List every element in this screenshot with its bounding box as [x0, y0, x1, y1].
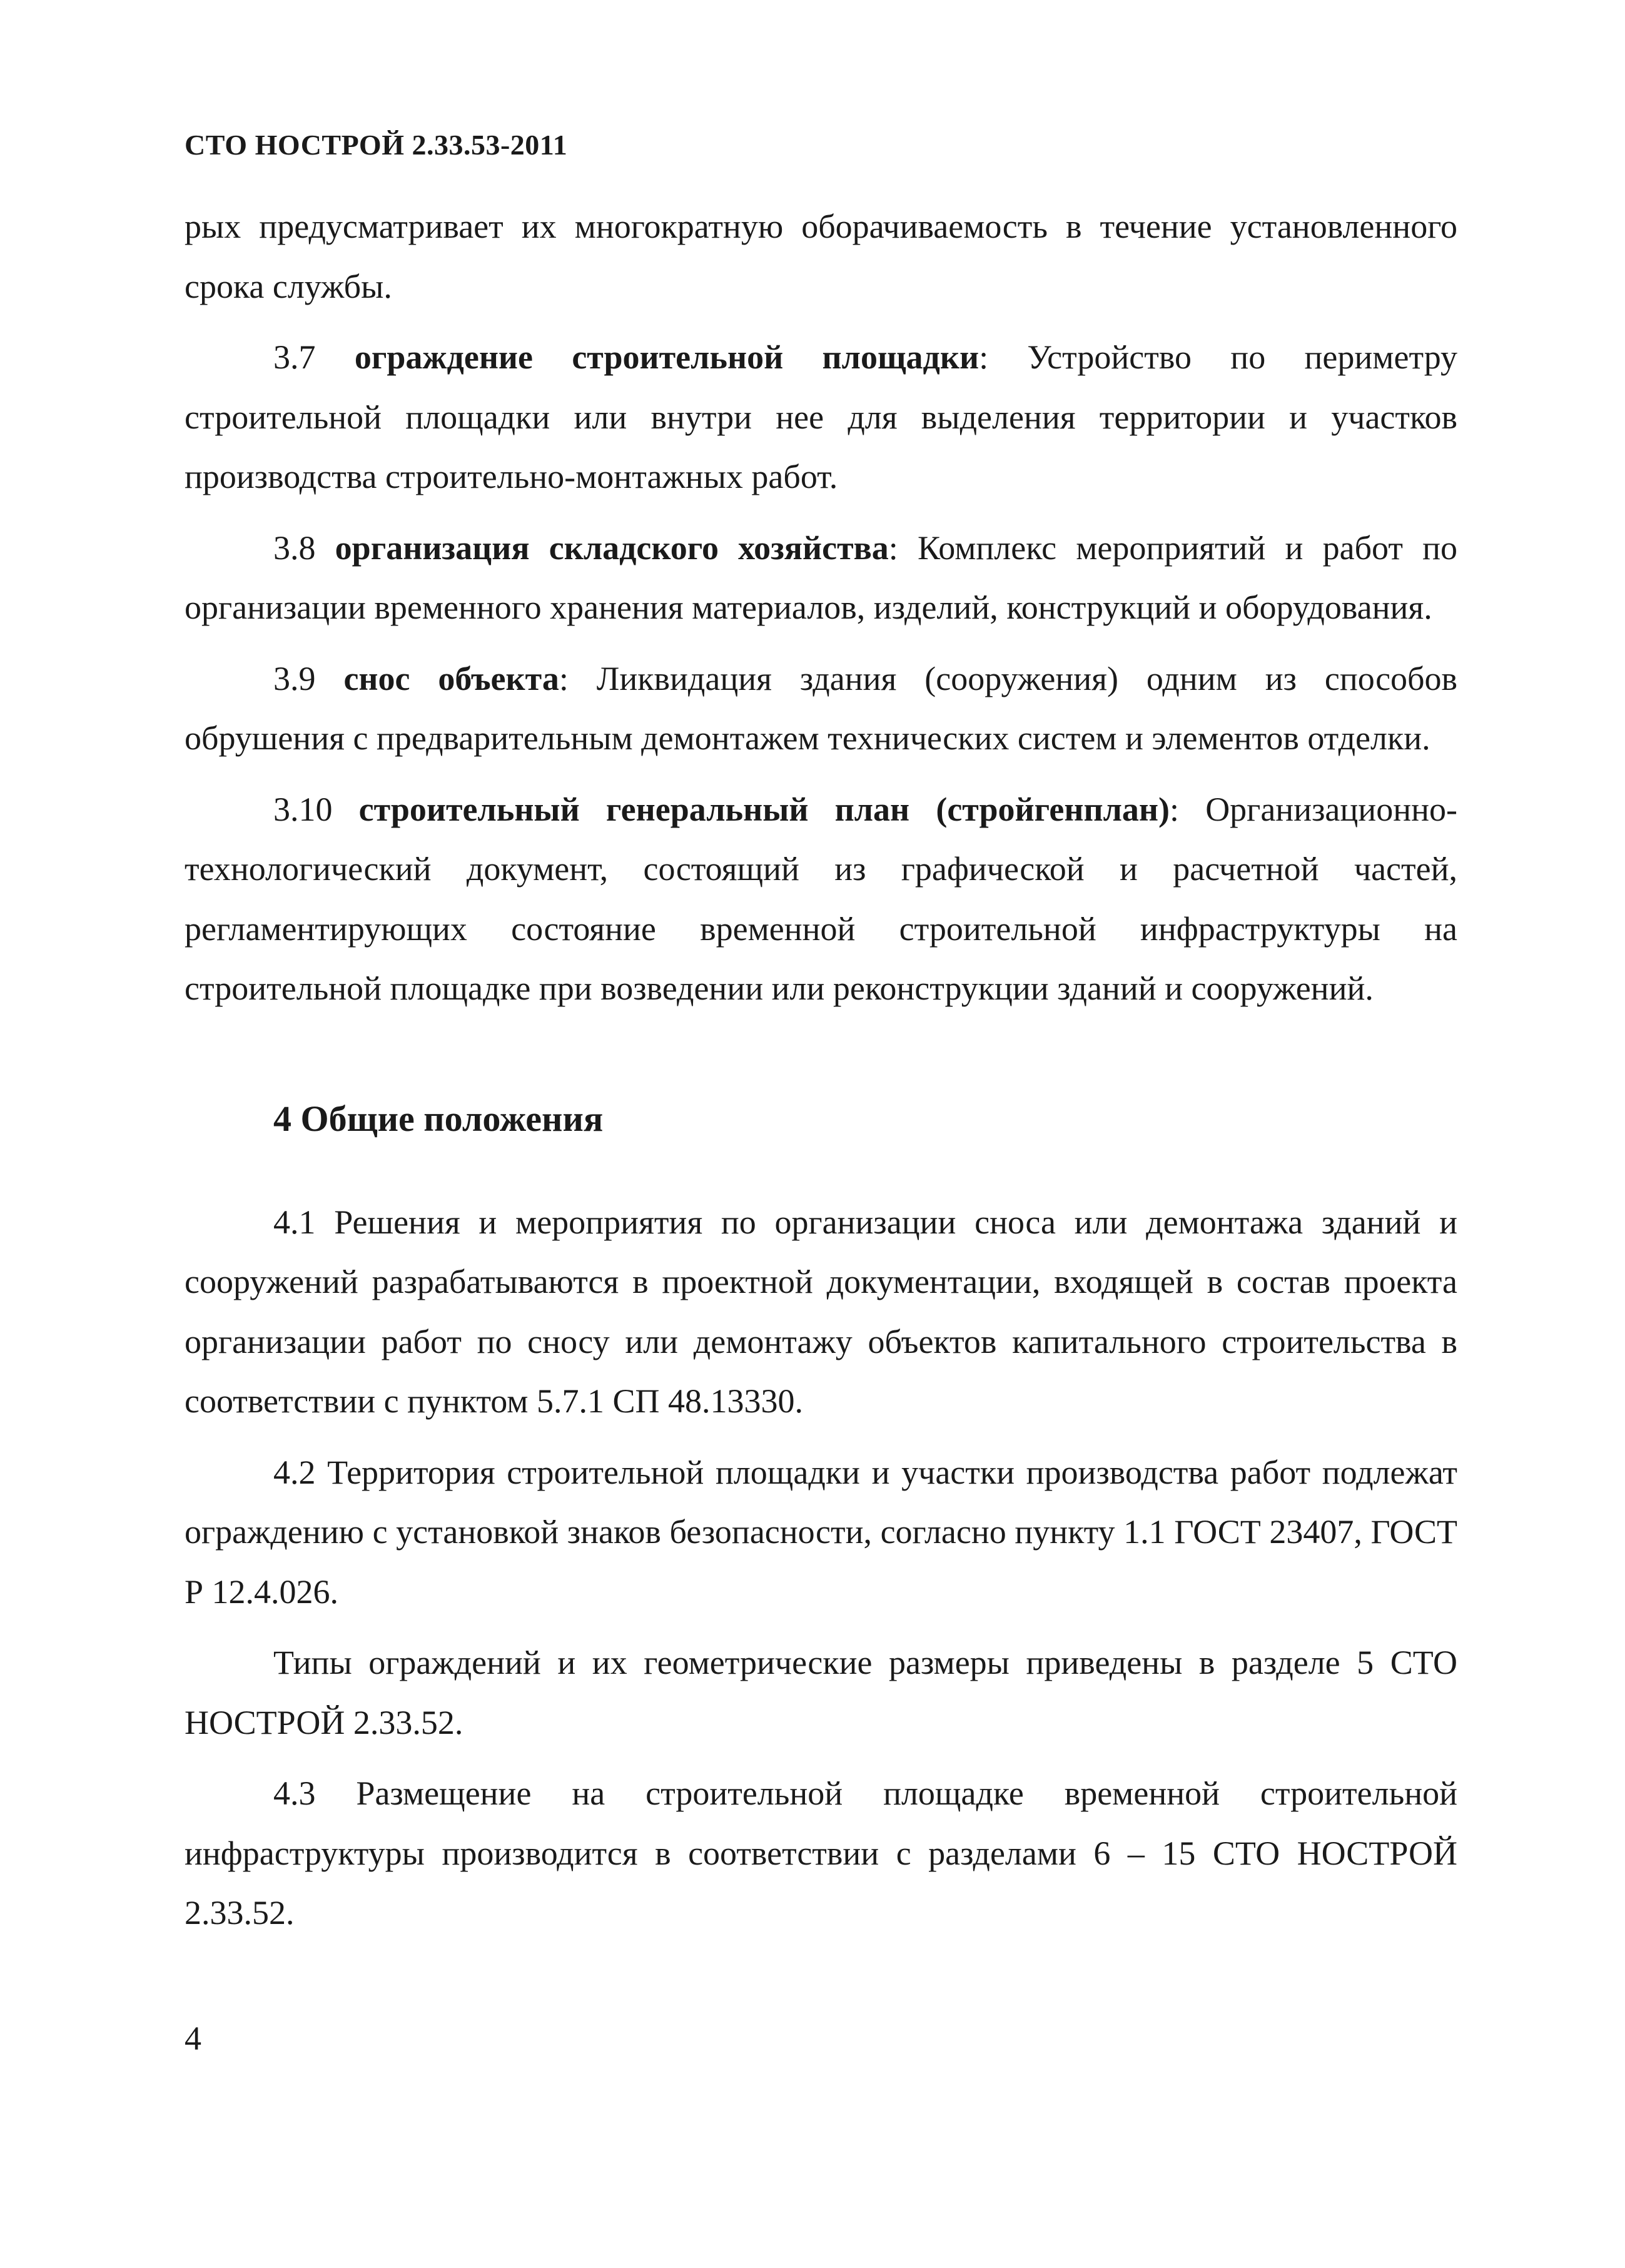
- clause-number: 3.8: [273, 529, 335, 567]
- document-code-header: СТО НОСТРОЙ 2.33.53-2011: [185, 129, 568, 161]
- clause-number: 3.10: [273, 790, 359, 828]
- term: ограждение строительной площадки: [354, 338, 980, 376]
- clause-4-2: 4.2 Территория строительной площадки и участки производства работ подлежат ограждению с установкой знаков безопасности, согласно пункту 1.1 ГОСТ 23407, ГОСТ Р 12.4.026.: [185, 1453, 1457, 1611]
- section-heading: 4 Общие положения: [273, 1098, 604, 1139]
- paragraph-text: рых предусматривает их многократную оборачиваемость в течение установленного срока службы.: [185, 208, 1457, 305]
- clause-4-1: 4.1 Решения и мероприятия по организации сноса или демонтажа зданий и сооружений разрабатываются в проектной документации, входящей в состав проекта организации работ по сносу или демонтажу объектов капитального строительства в соответствии с пунктом 5.7.1 СП 48.13330.: [185, 1203, 1457, 1420]
- definition-text: Организационно-технологический документ, состоящий из графической и расчетной частей, регламентирующих состояние временной строительной инфраструктуры на строительной площадке при возведении или реконструкции зданий и сооружений.: [185, 790, 1457, 1007]
- definition-3-7: [185, 328, 1457, 507]
- definition-3-9: [185, 649, 1457, 769]
- definition-text: Комплекс мероприятий и работ по организации временного хранения материалов, изделий, конструкций и оборудования.: [185, 529, 1457, 626]
- clause-4-2-continuation: Типы ограждений и их геометрические размеры приведены в разделе 5 СТО НОСТРОЙ 2.33.52.: [185, 1644, 1457, 1741]
- page-number: 4: [185, 2020, 201, 2057]
- clause-number: 3.9: [273, 659, 344, 697]
- definition-text: Ликвидация здания (сооружения) одним из способов обрушения с предварительным демонтажем технических систем и элементов отделки.: [185, 659, 1458, 757]
- definition-text: Устройство по периметру строительной площадки или внутри нее для выделения территории и участков производства строительно-монтажных работ.: [185, 338, 1457, 495]
- separator: :: [888, 529, 918, 567]
- term: снос объекта: [343, 659, 559, 697]
- separator: :: [1170, 790, 1206, 828]
- term: организация складского хозяйства: [335, 529, 889, 567]
- separator: :: [979, 338, 1028, 376]
- clause-4-3: 4.3 Размещение на строительной площадке временной строительной инфраструктуры производится в соответствии с разделами 6 – 15 СТО НОСТРОЙ 2.33.52.: [185, 1774, 1457, 1931]
- definition-3-8: [185, 519, 1457, 638]
- definition-3-10: [185, 780, 1457, 1019]
- clause-number: 3.7: [273, 338, 355, 376]
- separator: :: [559, 659, 597, 697]
- term: строительный генеральный план (стройгенплан): [358, 790, 1170, 828]
- page-content: [185, 197, 1457, 1955]
- paragraph-continuation: [185, 197, 1457, 316]
